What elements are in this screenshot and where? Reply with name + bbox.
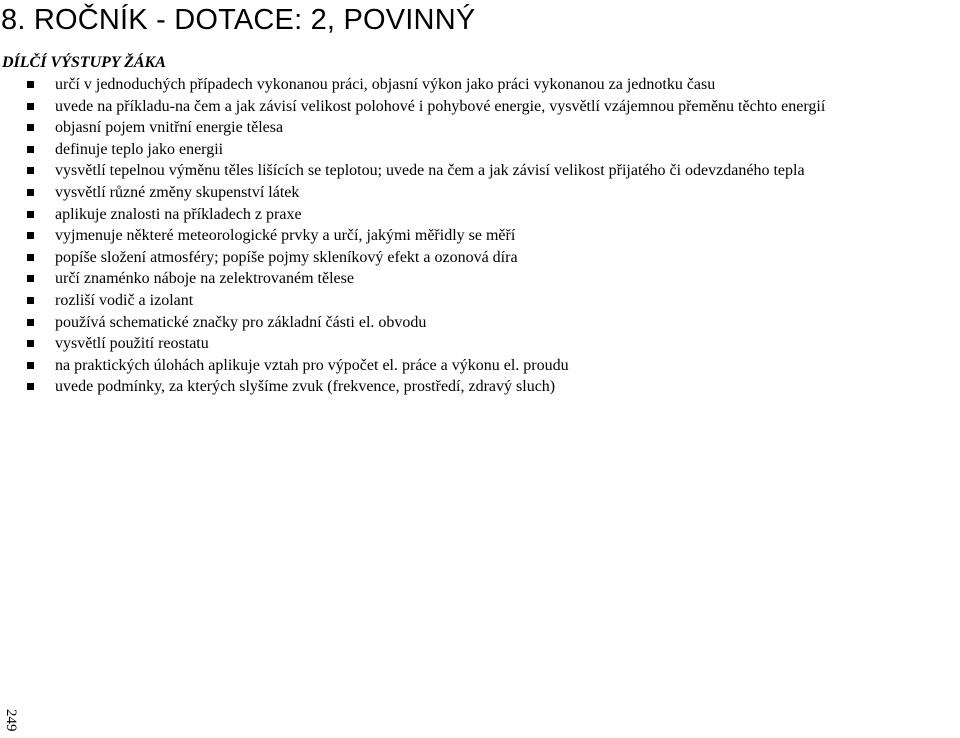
page-title: 8. ROČNÍK - DOTACE: 2, POVINNÝ [1,4,476,36]
square-bullet-icon [27,275,34,282]
outcome-text: vysvětlí různé změny skupenství látek [55,183,300,201]
list-item [0,74,825,96]
list-item [0,355,825,377]
list-item [0,204,825,226]
square-bullet-icon [27,340,34,347]
list-item [0,96,825,118]
square-bullet-icon [27,319,34,326]
list-item [0,376,825,398]
square-bullet-icon [27,81,34,88]
square-bullet-icon [27,146,34,153]
outcome-text: uvede podmínky, za kterých slyšíme zvuk (frekvence, prostředí, zdravý sluch) [55,378,556,396]
square-bullet-icon [27,167,34,174]
outcome-text: rozliší vodič a izolant [55,291,194,309]
list-item [0,312,825,334]
list-item [0,139,825,161]
square-bullet-icon [27,297,34,304]
outcome-text: vyjmenuje některé meteorologické prvky a určí, jakými měřidly se měří [55,227,516,245]
list-item [0,225,825,247]
outcome-text: určí v jednoduchých případech vykonanou práci, objasní výkon jako práci vykonanou za jednotku času [55,76,716,93]
square-bullet-icon [27,362,34,369]
outcome-text: aplikuje znalosti na příkladech z praxe [55,205,302,223]
section-heading: DÍLČÍ VÝSTUPY ŽÁKA [2,54,166,71]
list-item [0,268,825,290]
list-item [0,117,825,139]
page-number-text: 249 [3,709,19,732]
outcome-text: uvede na příkladu-na čem a jak závisí velikost polohové i pohybové energie, vysvětlí vzájemnou přeměnu těchto energií [55,97,826,115]
list-item [0,182,825,204]
square-bullet-icon [27,232,34,239]
outcome-text: definuje teplo jako energii [55,140,224,158]
page-number [0,705,22,733]
list-item [0,247,825,269]
outcome-text: na praktických úlohách aplikuje vztah pro výpočet el. práce a výkonu el. proudu [55,356,569,374]
square-bullet-icon [27,103,34,110]
list-item [0,333,825,355]
outcome-text: určí znaménko náboje na zelektrovaném tělese [55,270,354,288]
square-bullet-icon [27,211,34,218]
outcomes-list [0,74,825,398]
outcome-text: objasní pojem vnitřní energie tělesa [55,119,284,137]
list-item [0,290,825,312]
outcome-text: vysvětlí tepelnou výměnu těles lišících se teplotou; uvede na čem a jak závisí velikost přijatého či odevzdaného tepla [55,162,805,180]
outcome-text: používá schematické značky pro základní části el. obvodu [55,313,427,331]
square-bullet-icon [27,189,34,196]
square-bullet-icon [27,254,34,261]
square-bullet-icon [27,124,34,131]
outcome-text: vysvětlí použití reostatu [55,335,209,353]
square-bullet-icon [27,383,34,390]
outcome-text: popíše složení atmosféry; popíše pojmy skleníkový efekt a ozonová díra [55,248,518,266]
list-item [0,160,825,182]
